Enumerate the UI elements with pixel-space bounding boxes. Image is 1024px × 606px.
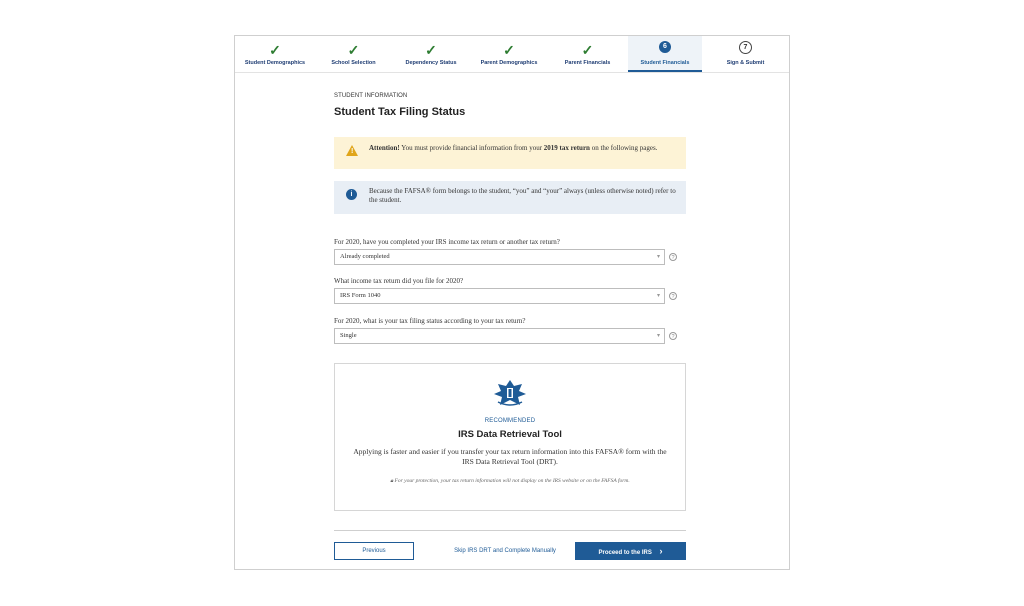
step-label: Student Financials xyxy=(640,60,690,66)
info-alert xyxy=(334,181,686,214)
checkmark-icon: ✓ xyxy=(581,42,594,58)
warning-icon: ! xyxy=(346,145,358,157)
step-parent-financials[interactable] xyxy=(548,36,627,72)
help-icon[interactable]: ? xyxy=(669,332,677,340)
help-icon[interactable]: ? xyxy=(669,292,677,300)
alert-text: You must provide financial information from your xyxy=(399,144,544,152)
protection-note xyxy=(390,477,630,485)
attention-alert xyxy=(334,137,686,169)
irs-eagle-logo-icon xyxy=(492,378,528,408)
step-sign-submit[interactable] xyxy=(702,36,789,72)
tax-return-completed-select[interactable] xyxy=(334,249,665,265)
chevron-right-icon: › xyxy=(659,546,663,556)
step-school-selection[interactable] xyxy=(315,36,392,72)
progress-steps xyxy=(235,36,789,73)
step-label: Dependency Status xyxy=(405,60,457,66)
chevron-down-icon: ▾ xyxy=(656,333,660,339)
step-number-icon: 7 xyxy=(739,41,752,54)
footer-divider xyxy=(334,530,686,531)
proceed-label: Proceed to the IRS xyxy=(598,550,652,556)
step-student-financials[interactable] xyxy=(628,36,702,72)
step-label: School Selection xyxy=(331,60,376,66)
step-student-demographics[interactable] xyxy=(235,36,315,72)
select-value: Single xyxy=(340,332,357,339)
checkmark-icon: ✓ xyxy=(425,42,437,58)
drt-description: Applying is faster and easier if you transfer your tax return information into this FAFSA® form with the IRS Data Retrieval Tool (DRT). xyxy=(353,447,667,466)
step-dependency-status[interactable] xyxy=(392,36,470,72)
question-label-2: What income tax return did you file for 2020? xyxy=(334,277,464,285)
page-title: Student Tax Filing Status xyxy=(334,106,466,118)
info-text: Because the FAFSA® form belongs to the student, “you” and “your” always (unless otherwise noted) refer to the student. xyxy=(369,187,676,204)
chevron-down-icon: ▾ xyxy=(656,254,660,260)
checkmark-icon: ✓ xyxy=(269,42,281,58)
filing-status-select[interactable] xyxy=(334,328,665,344)
question-label-3: For 2020, what is your tax filing status according to your tax return? xyxy=(334,317,526,325)
question-label-1: For 2020, have you completed your IRS income tax return or another tax return? xyxy=(334,238,560,246)
recommended-label: RECOMMENDED xyxy=(484,418,536,424)
alert-emphasis: 2019 tax return xyxy=(543,144,590,152)
step-parent-demographics[interactable] xyxy=(470,36,548,72)
select-value: Already completed xyxy=(340,253,390,260)
previous-button[interactable]: Previous xyxy=(334,542,414,560)
protection-note-text: For your protection, your tax return information will not display on the IRS website or on the FAFSA form. xyxy=(394,478,630,484)
skip-drt-link[interactable]: Skip IRS DRT and Complete Manually xyxy=(454,548,556,554)
step-number-icon: 6 xyxy=(659,41,671,53)
info-icon: i xyxy=(346,189,358,201)
select-value: IRS Form 1040 xyxy=(340,292,381,299)
help-icon[interactable]: ? xyxy=(669,253,677,261)
proceed-to-irs-button[interactable] xyxy=(575,542,686,560)
checkmark-icon: ✓ xyxy=(347,42,360,58)
drt-title: IRS Data Retrieval Tool xyxy=(458,429,562,440)
irs-drt-card xyxy=(334,363,686,511)
step-label: Parent Financials xyxy=(564,60,611,66)
step-label: Sign & Submit xyxy=(726,60,765,66)
fafsa-form-frame xyxy=(234,35,790,570)
tax-return-type-select[interactable] xyxy=(334,288,665,304)
step-label: Parent Demographics xyxy=(480,60,538,66)
chevron-down-icon: ▾ xyxy=(656,293,660,299)
section-eyebrow: STUDENT INFORMATION xyxy=(334,93,408,99)
alert-text-end: on the following pages. xyxy=(589,144,658,152)
step-label: Student Demographics xyxy=(244,60,306,66)
checkmark-icon: ✓ xyxy=(503,42,515,58)
alert-lead: Attention! xyxy=(369,144,400,152)
lock-icon: 🔒︎ xyxy=(390,478,395,484)
